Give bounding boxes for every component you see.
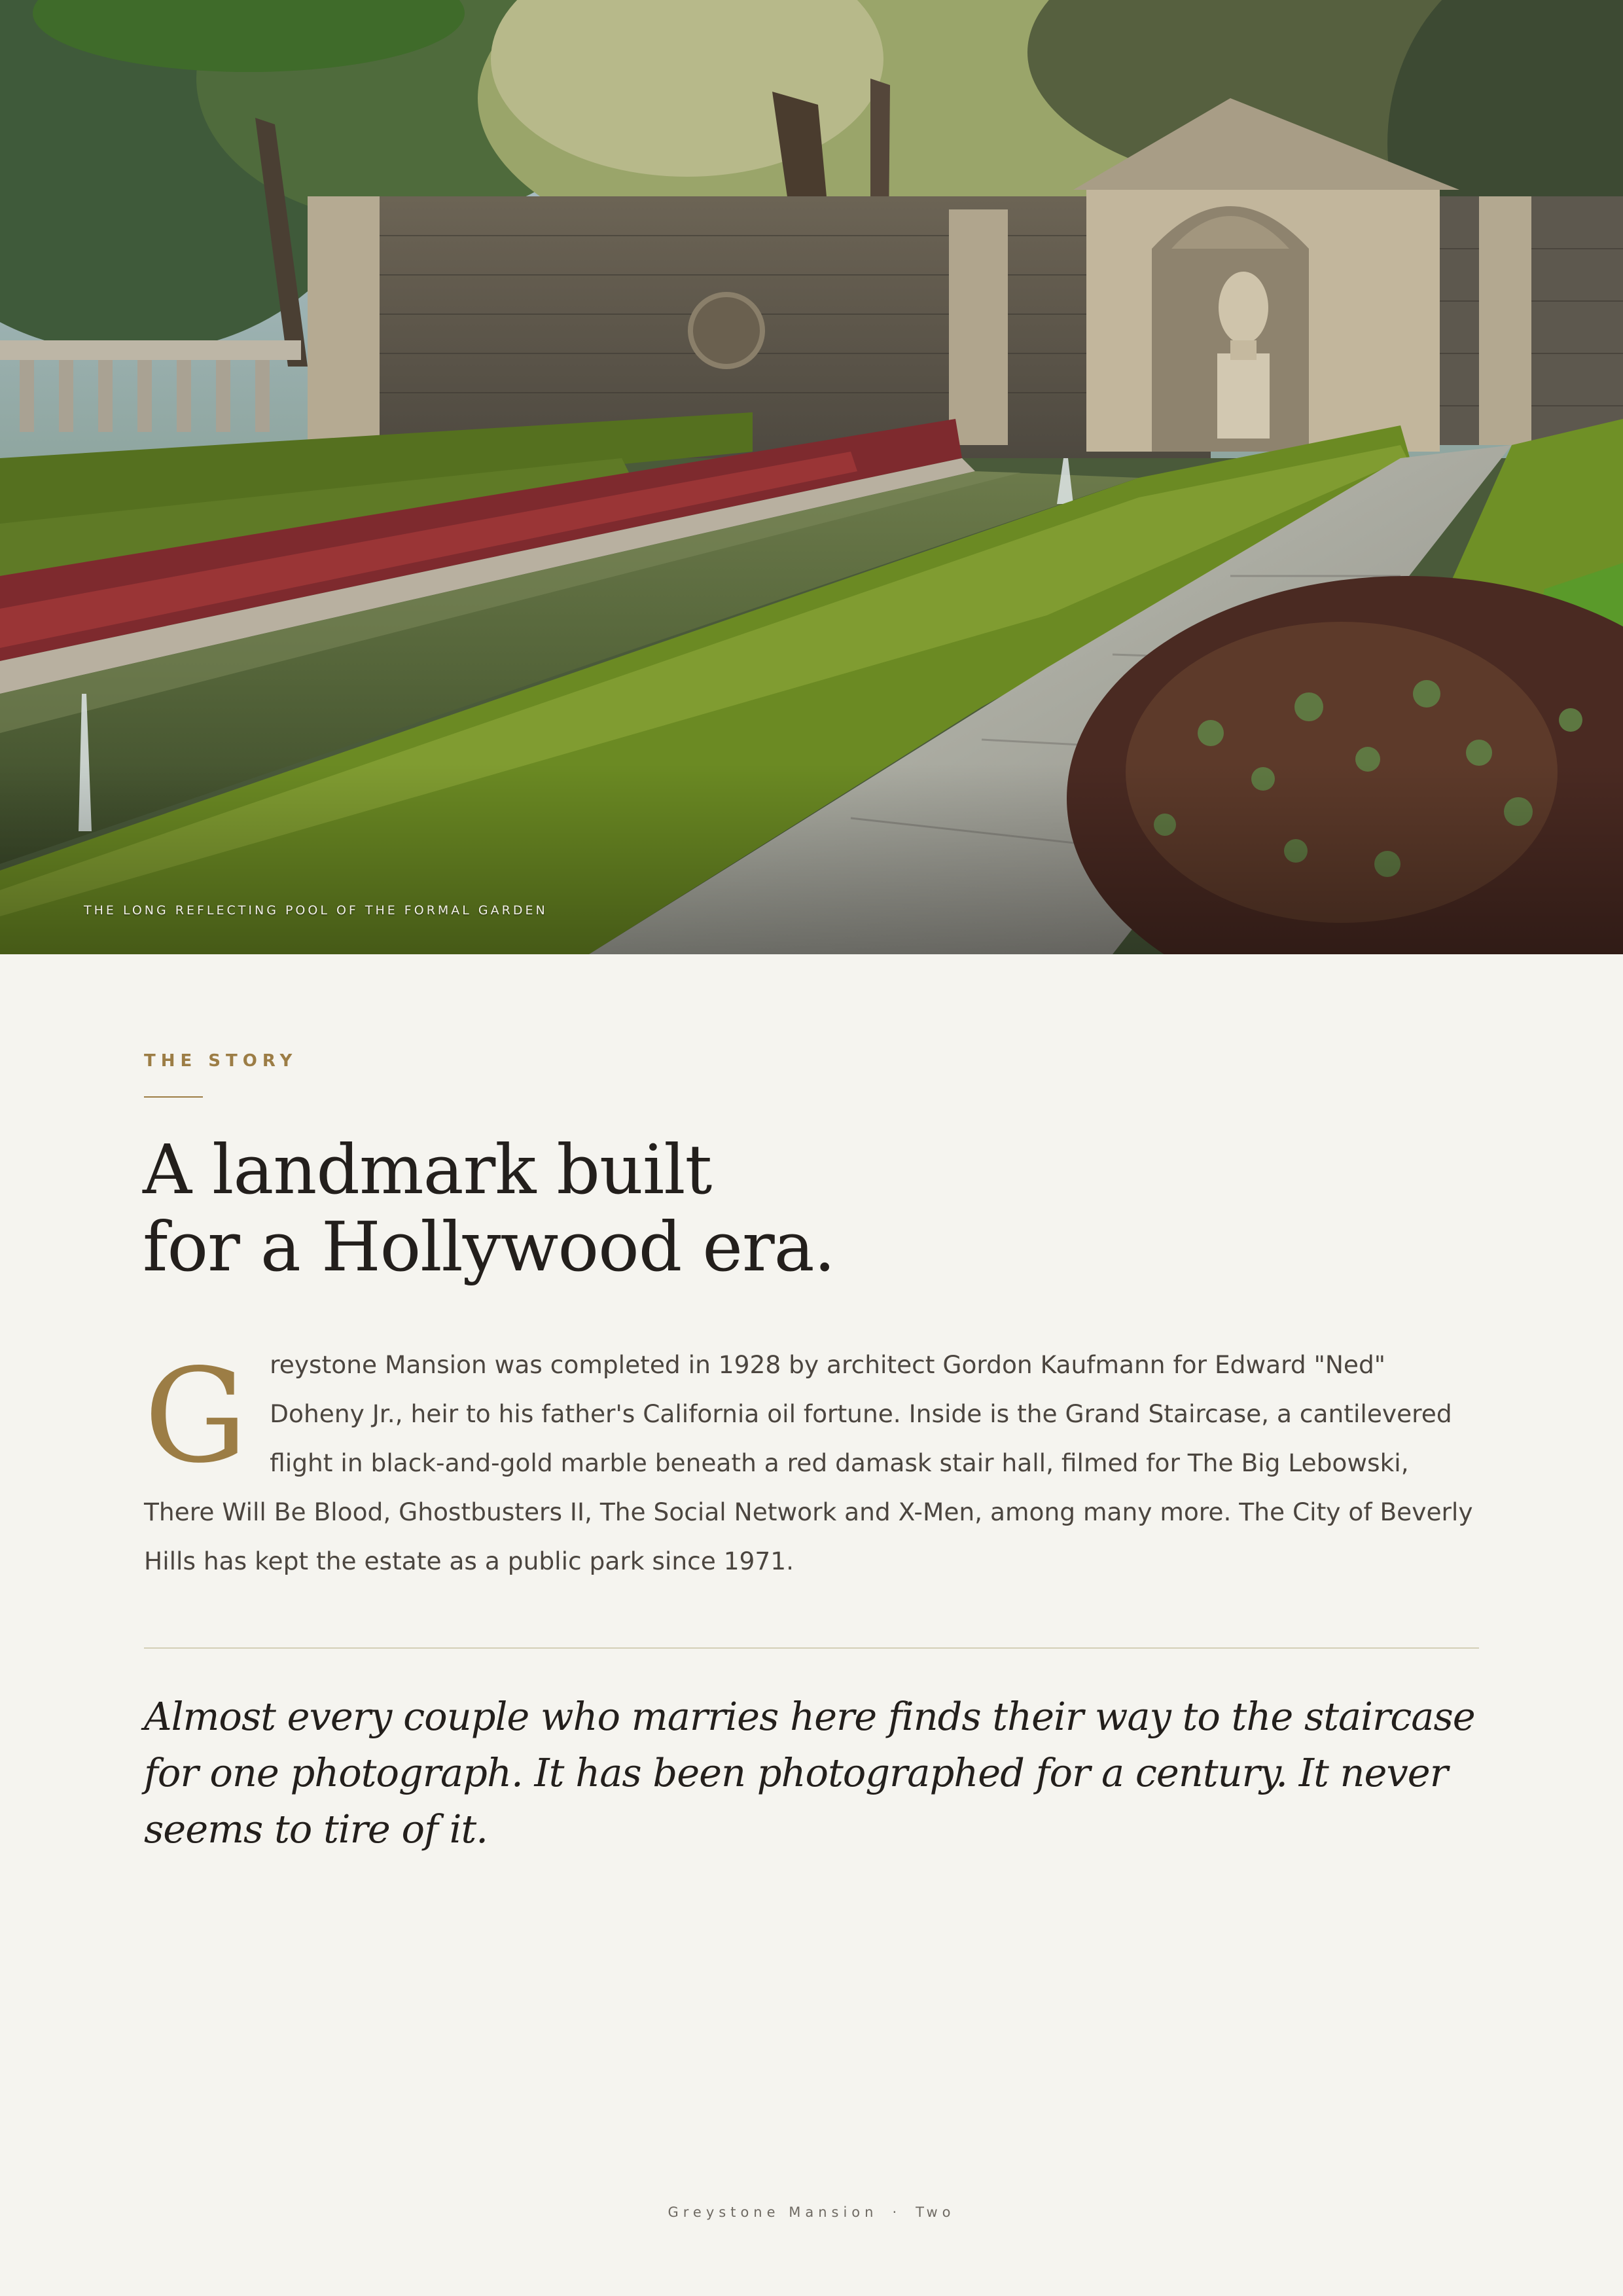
hero-caption: THE LONG REFLECTING POOL OF THE FORMAL GARDEN	[84, 903, 548, 918]
pull-quote: Almost every couple who marries here finds their way to the staircase for one photograph. It has been photographed for a century. It never seems to tire of it.	[144, 1694, 1475, 1852]
page-title	[143, 1131, 835, 1285]
footer-page-number: Two	[916, 2204, 955, 2220]
dropcap-letter: G	[144, 1340, 248, 1492]
page-footer	[0, 2204, 1623, 2220]
story-paragraph	[144, 1340, 1479, 1586]
footer-separator: ·	[892, 2204, 902, 2220]
section-eyebrow: THE STORY	[144, 1051, 298, 1071]
footer-site-name: Greystone Mansion	[668, 2204, 878, 2220]
story-body: reystone Mansion was completed in 1928 by architect Gordon Kaufmann for Edward "Ned" Doheny Jr., heir to his father's California oil fortune. Inside is the Grand Staircase, a cantilevered flight in black-and-gold marble beneath a red damask stair hall, filmed for The Big Lebowski, There Will Be Blood, Ghostbusters II, The Social Network and X-Men, among many more. The City of Beverly Hills has kept the estate as a public park since 1971.	[144, 1350, 1473, 1575]
headline-line-2: for a Hollywood era.	[143, 1207, 835, 1287]
section-divider	[144, 1647, 1479, 1649]
garden-illustration	[0, 0, 1623, 954]
headline-line-1: A landmark built	[143, 1130, 712, 1210]
hero-photo	[0, 0, 1623, 954]
eyebrow-rule	[144, 1096, 203, 1098]
